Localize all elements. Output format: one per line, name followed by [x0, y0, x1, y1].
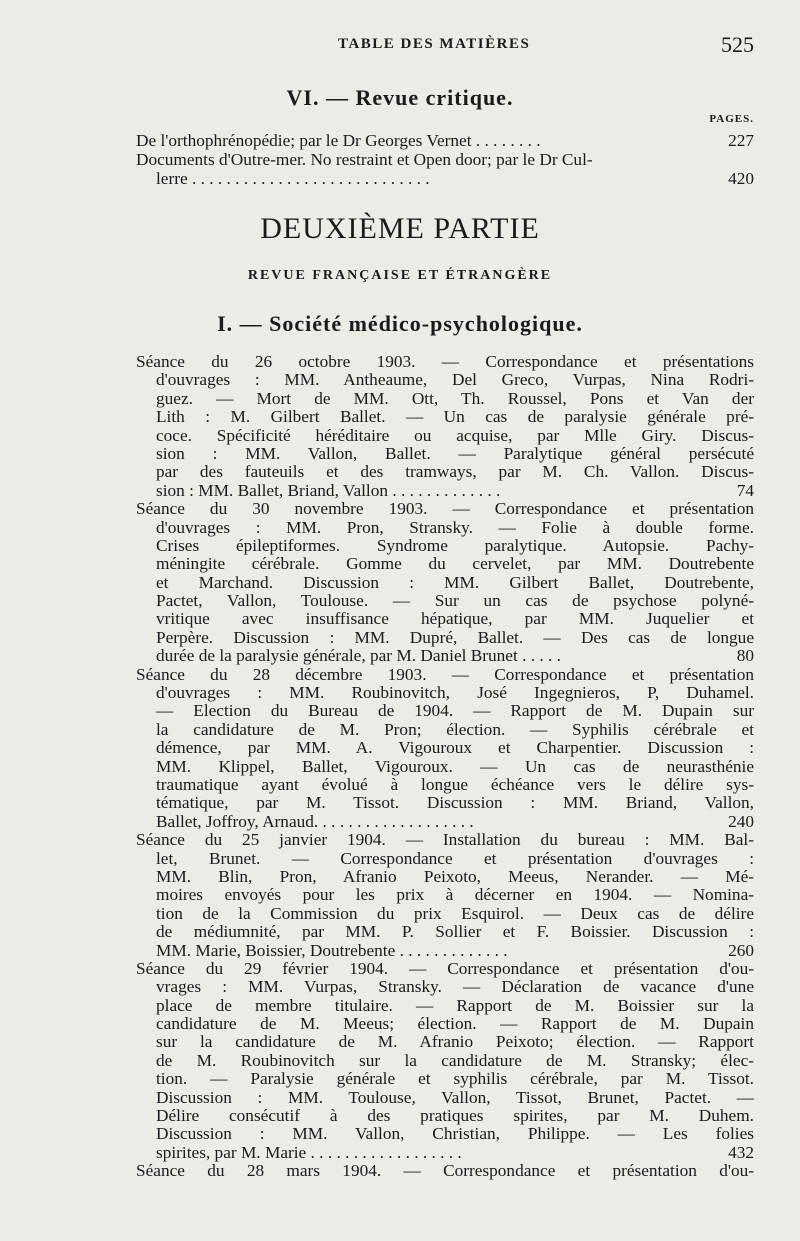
- seance-entry-line: [136, 684, 754, 702]
- seance-entry-line: [136, 445, 754, 463]
- seance-line-text: Séance du 25 janvier 1904. — Installation du bureau : MM. Bal-: [136, 830, 754, 850]
- toc-entry: [136, 132, 754, 150]
- seance-line-text: Crises épileptiformes. Syndrome paralytique. Autopsie. Pachy-: [156, 535, 754, 555]
- seance-line-text: de médiumnité, par MM. P. Sollier et F. Boissier. Discussion :: [156, 922, 754, 942]
- pages-column-label: PAGES.: [709, 113, 754, 125]
- seance-entry-line: [136, 813, 754, 831]
- seance-entry-start: [136, 500, 754, 518]
- seance-line-text: de M. Roubinovitch sur la candidature de M. Stransky; élec-: [156, 1050, 754, 1070]
- seance-entry-line: [136, 758, 754, 776]
- seance-line-text: sion : MM. Ballet, Briand, Vallon . . . . . . . . . . . . .: [156, 480, 501, 500]
- seance-entry-line: [136, 629, 754, 647]
- seance-line-text: let, Brunet. — Correspondance et présentation d'ouvrages :: [156, 848, 754, 868]
- seance-entry-line: [136, 1033, 754, 1051]
- seance-line-text: Séance du 28 décembre 1903. — Correspondance et présentation: [136, 664, 754, 684]
- seance-entry-line: [136, 482, 754, 500]
- seance-entry-line: [136, 702, 754, 720]
- seance-entry-line: [136, 886, 754, 904]
- toc-entry-continuation: [136, 170, 754, 188]
- seance-entry-start: [136, 960, 754, 978]
- seance-line-text: Perpère. Discussion : MM. Dupré, Ballet. — Des cas de longue: [156, 627, 754, 647]
- seance-line-text: traumatique ayant évolué à longue échéance vers le délire sys-: [156, 774, 754, 794]
- seance-entry-line: [136, 408, 754, 426]
- section-vi-heading: VI. — Revue critique.: [286, 85, 514, 110]
- seance-entry-line: [136, 1052, 754, 1070]
- part-subtitle: REVUE FRANÇAISE ET ÉTRANGÈRE: [247, 268, 553, 283]
- seance-page-number: 432: [728, 1142, 754, 1162]
- seance-line-text: candidature de M. Meeus; élection. — Rapport de M. Dupain: [156, 1014, 754, 1034]
- toc-entry-text: lerre . . . . . . . . . . . . . . . . . . . . . . . . . . . .: [156, 169, 430, 188]
- seance-entry-line: [136, 978, 754, 996]
- seance-line-text: et Marchand. Discussion : MM. Gilbert Ballet, Doutrebente,: [156, 572, 754, 592]
- seance-line-text: Lith : M. Gilbert Ballet. — Un cas de paralysie générale pré-: [156, 407, 754, 427]
- seance-page-number: 80: [736, 646, 754, 666]
- seance-line-text: tématique, par M. Tissot. Discussion : MM. Briand, Vallon,: [156, 793, 754, 813]
- toc-entry-text: Documents d'Outre-mer. No restraint et Open door; par le Dr Cul-: [136, 150, 593, 169]
- seance-line-text: MM. Klippel, Ballet, Vigouroux. — Un cas de neurasthénie: [156, 756, 754, 776]
- seance-entry-line: [136, 647, 754, 665]
- seance-entry-line: [136, 868, 754, 886]
- seance-line-text: Séance du 26 octobre 1903. — Correspondance et présentations: [136, 352, 754, 371]
- seance-line-text: MM. Blin, Pron, Afranio Peixoto, Meeus, Nerander. — Mé-: [156, 866, 754, 886]
- seance-entry-line: [136, 905, 754, 923]
- seance-entry-line: [136, 390, 754, 408]
- seance-line-text: Pactet, Vallon, Toulouse. — Sur un cas de psychose polyné-: [156, 591, 754, 611]
- seance-entry-line: [136, 997, 754, 1015]
- seance-line-text: la candidature de M. Pron; élection. — Syphilis cérébrale et: [156, 719, 754, 739]
- seance-entry-start: [136, 1162, 754, 1180]
- seance-line-text: place de membre titulaire. — Rapport de M. Boissier sur la: [156, 995, 754, 1015]
- seance-entry-line: [136, 555, 754, 573]
- seance-entry-start: [136, 831, 754, 849]
- seance-line-text: Ballet, Joffroy, Arnaud. . . . . . . . . . . . . . . . . . .: [156, 811, 474, 831]
- seance-line-text: spirites, par M. Marie . . . . . . . . . . . . . . . . . .: [156, 1142, 462, 1162]
- seance-line-text: durée de la paralysie générale, par M. Daniel Brunet . . . . .: [156, 646, 561, 666]
- seance-entry-line: [136, 721, 754, 739]
- seance-line-text: sion : MM. Vallon, Ballet. — Paralytique général persécuté: [156, 443, 754, 463]
- seance-entry-line: [136, 537, 754, 555]
- seance-line-text: Séance du 29 février 1904. — Correspondance et présentation d'ou-: [136, 958, 754, 978]
- seance-entry-line: [136, 1107, 754, 1125]
- toc-entry-page: 227: [728, 131, 754, 150]
- seance-line-text: moires envoyés pour les prix à décerner en 1904. — Nomina-: [156, 885, 754, 905]
- seance-line-text: méningite cérébrale. Gomme du cervelet, par MM. Doutrebente: [156, 554, 754, 574]
- seance-entry-start: [136, 666, 754, 684]
- seance-entry-line: [136, 519, 754, 537]
- seance-entry-line: [136, 1144, 754, 1162]
- seance-line-text: par des fauteuils et des tramways, par M. Ch. Vallon. Discus-: [156, 462, 754, 482]
- seance-line-text: Séance du 28 mars 1904. — Correspondance et présentation d'ou-: [136, 1161, 754, 1181]
- seance-entry-line: [136, 739, 754, 757]
- seance-line-text: sur la candidature de M. Afranio Peixoto; élection. — Rapport: [156, 1032, 754, 1052]
- seance-line-text: d'ouvrages : MM. Roubinovitch, José Ingegnieros, P, Duhamel.: [156, 683, 754, 703]
- seance-entry-line: [136, 592, 754, 610]
- seance-page-number: 74: [736, 480, 754, 500]
- seance-entry-line: [136, 610, 754, 628]
- seance-entry-line: [136, 942, 754, 960]
- seance-entry-line: [136, 1089, 754, 1107]
- seance-page-number: 260: [728, 940, 754, 960]
- seance-line-text: tion de la Commission du prix Esquirol. — Deux cas de délire: [156, 903, 754, 923]
- seance-line-text: Discussion : MM. Toulouse, Vallon, Tissot, Brunet, Pactet. —: [156, 1087, 754, 1107]
- seance-entry-line: [136, 427, 754, 445]
- running-head: [0, 32, 800, 60]
- section-i-heading: I. — Société médico-psychologique.: [217, 311, 583, 336]
- seance-entry-line: [136, 1015, 754, 1033]
- seance-line-text: MM. Marie, Boissier, Doutrebente . . . . . . . . . . . . .: [156, 940, 508, 960]
- seance-line-text: Délire consécutif à des pratiques spirites, par M. Duhem.: [156, 1106, 754, 1126]
- seance-entry-line: [136, 850, 754, 868]
- seance-line-text: — Election du Bureau de 1904. — Rapport de M. Dupain sur: [156, 701, 754, 721]
- seance-page-number: 240: [728, 811, 754, 831]
- seance-line-text: d'ouvrages : MM. Pron, Stransky. — Folie à double forme.: [156, 517, 754, 537]
- seance-line-text: coce. Spécificité héréditaire ou acquise, par Mlle Giry. Discus-: [156, 425, 754, 445]
- seance-line-text: guez. — Mort de MM. Ott, Th. Roussel, Pons et Van der: [156, 388, 754, 408]
- seance-entry-start: [136, 353, 754, 371]
- seance-line-text: Séance du 30 novembre 1903. — Correspondance et présentation: [136, 499, 754, 519]
- seance-line-text: vrages : MM. Vurpas, Stransky. — Déclaration de vacance d'une: [156, 977, 754, 997]
- seance-entry-line: [136, 794, 754, 812]
- seance-entry-line: [136, 1070, 754, 1088]
- seance-entry-line: [136, 574, 754, 592]
- seance-entry-line: [136, 923, 754, 941]
- page-number: 525: [721, 32, 754, 57]
- seance-entry-line: [136, 463, 754, 481]
- seance-line-text: tion. — Paralysie générale et syphilis cérébrale, par M. Tissot.: [156, 1069, 754, 1089]
- seance-line-text: démence, par MM. A. Vigouroux et Charpentier. Discussion :: [156, 738, 754, 758]
- seance-line-text: vritique avec insuffisance hépatique, par MM. Juquelier et: [156, 609, 754, 629]
- seance-line-text: Discussion : MM. Vallon, Christian, Philippe. — Les folies: [156, 1124, 754, 1144]
- seance-line-text: d'ouvrages : MM. Antheaume, Del Greco, Vurpas, Nina Rodri-: [156, 370, 754, 390]
- seance-entry-line: [136, 371, 754, 389]
- part-title: DEUXIÈME PARTIE: [260, 212, 540, 245]
- seance-list: [136, 353, 754, 1181]
- toc-entry-page: 420: [728, 169, 754, 188]
- running-head-title: TABLE DES MATIÈRES: [338, 36, 531, 52]
- toc-entry: [136, 151, 754, 169]
- seance-entry-line: [136, 1125, 754, 1143]
- toc-entry-text: De l'orthophrénopédie; par le Dr Georges Vernet . . . . . . . .: [136, 131, 541, 150]
- seance-entry-line: [136, 776, 754, 794]
